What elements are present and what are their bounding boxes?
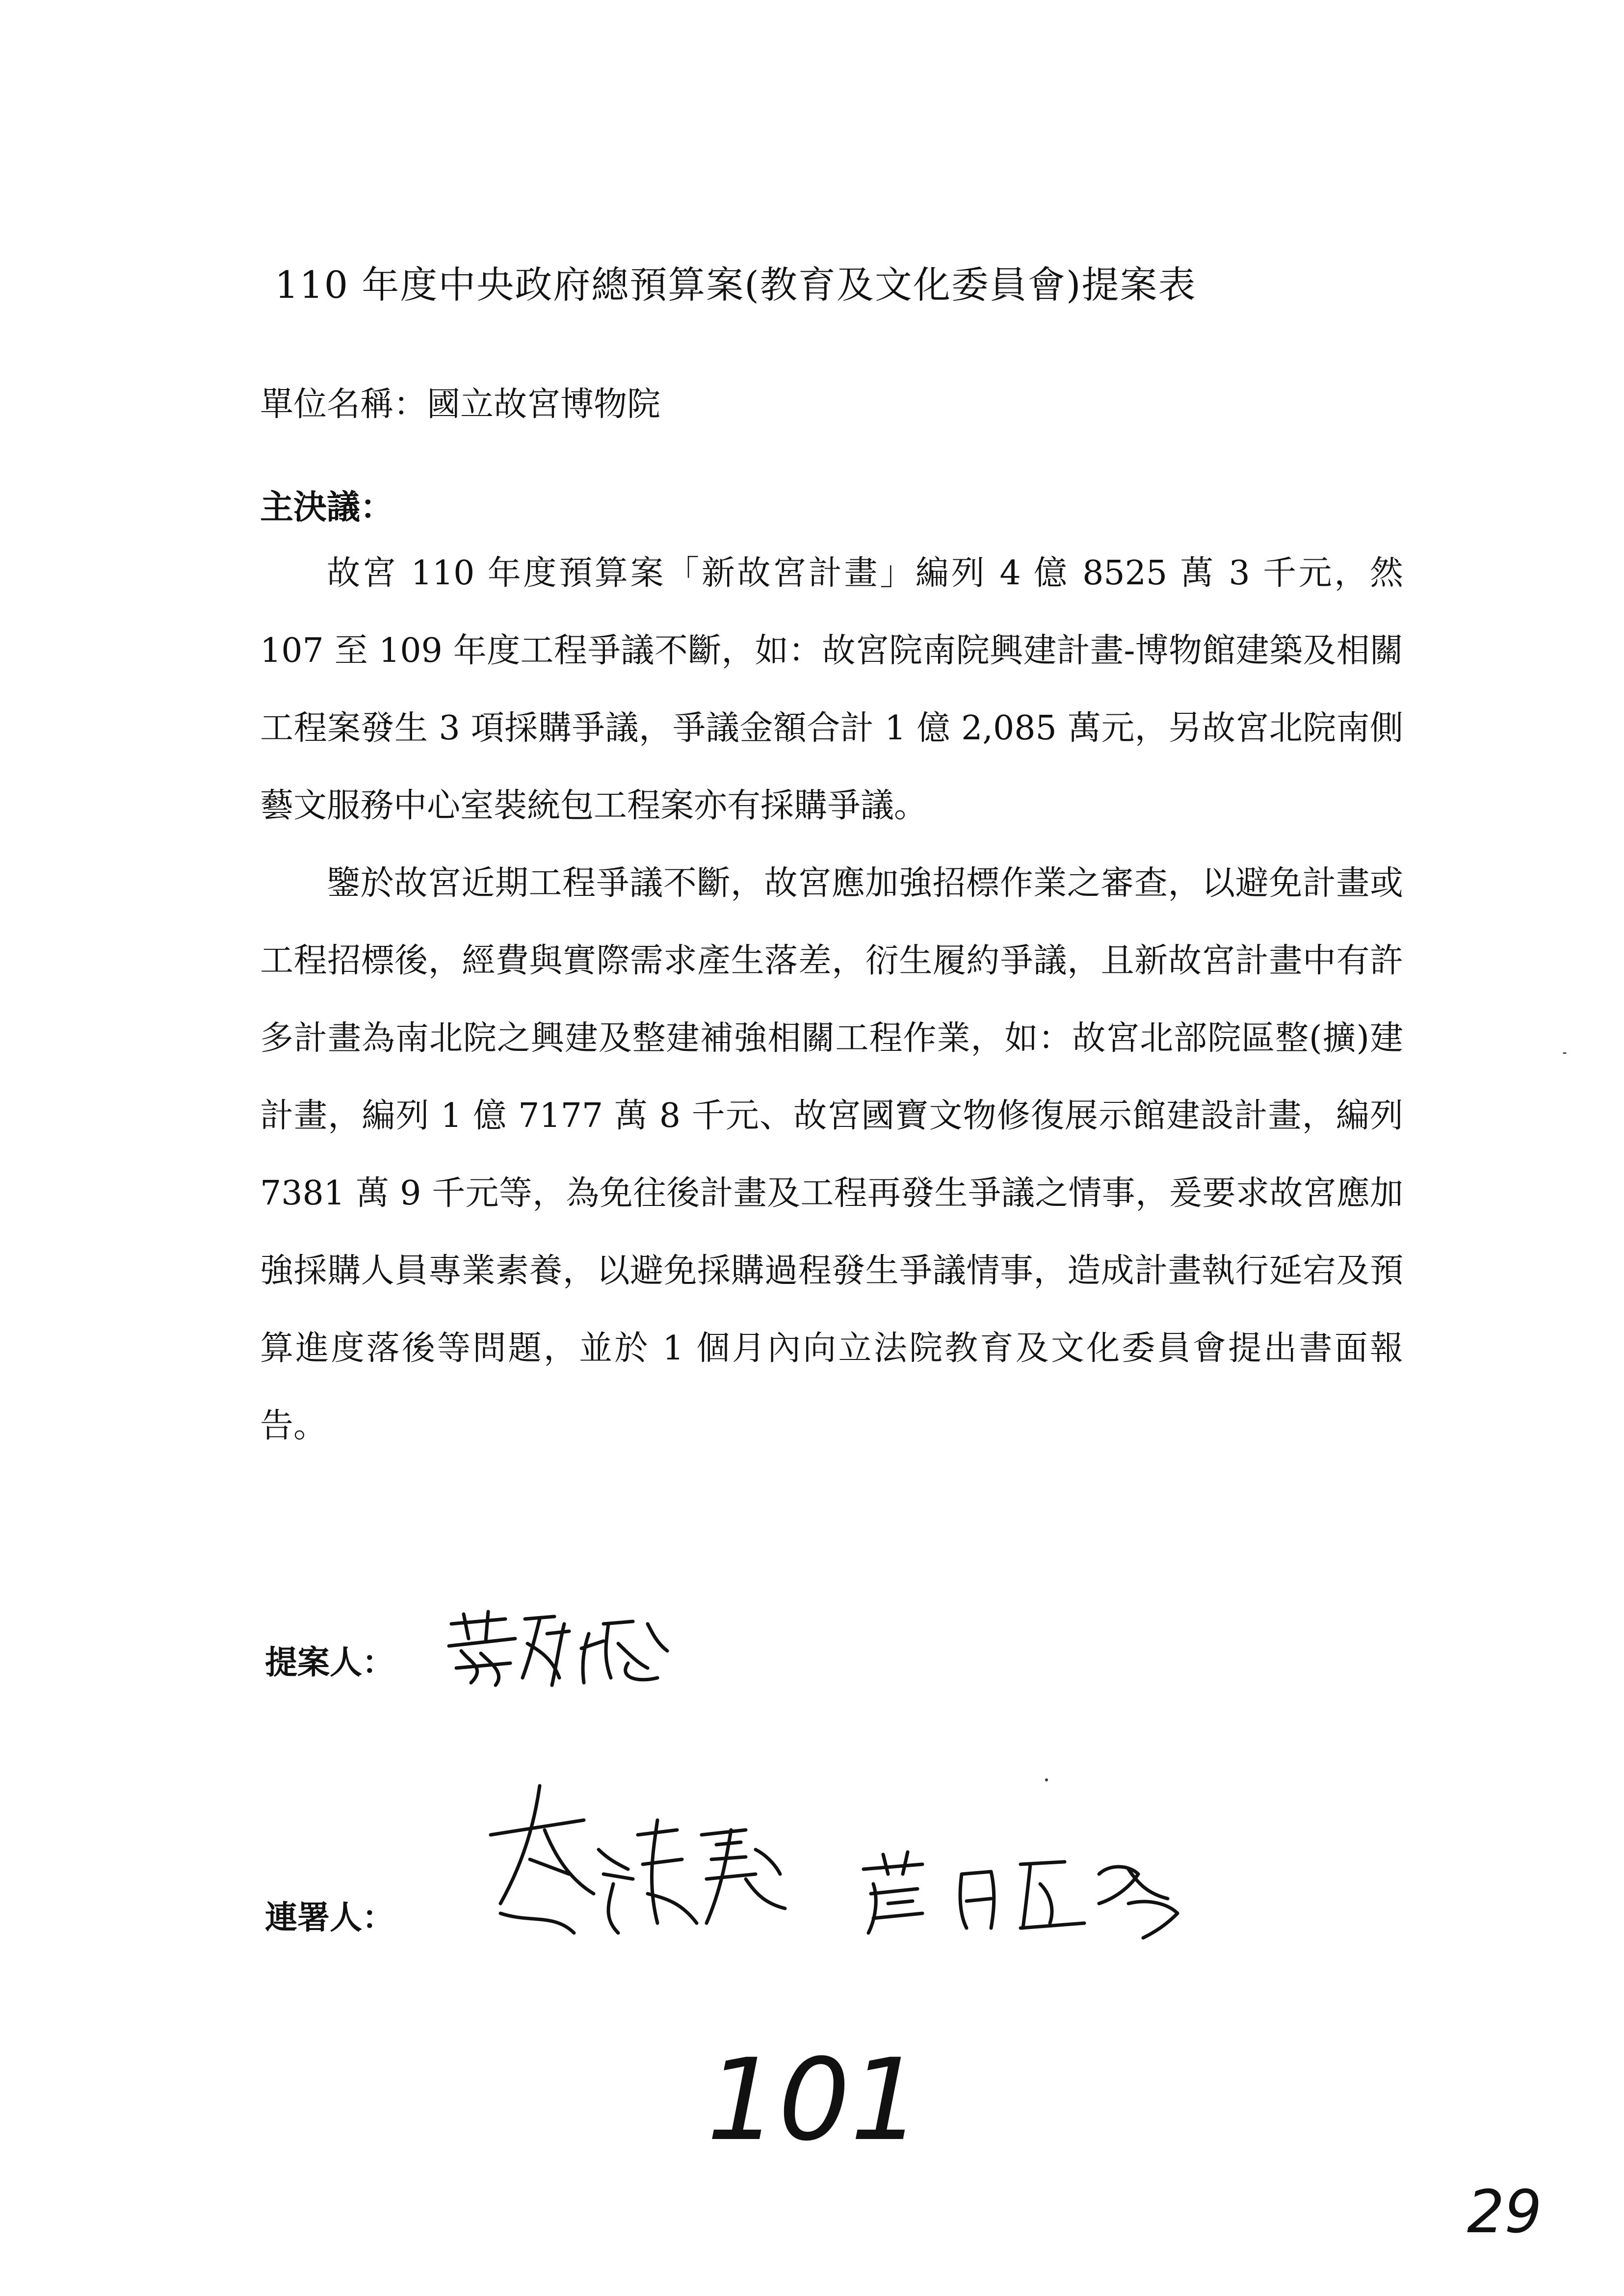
handwritten-number-text: 101 <box>707 2041 922 2166</box>
scan-speck <box>1045 1778 1048 1781</box>
proposer-label: 提案人： <box>265 1643 394 1681</box>
document-title: 110 年度中央政府總預算案(教育及文化委員會)提案表 <box>275 263 1197 307</box>
proposer-signature-icon <box>442 1604 697 1693</box>
resolution-paragraph-1: 故宮 110 年度預算案「新故宮計畫」編列 4 億 8525 萬 3 千元，然 107 至 109 年度工程爭議不斷，如：故宮院南院興建計畫-博物館建築及相關工程案發生 3 項採購爭議，爭議金額合計 1 億 2,085 萬元，另故宮北院南側藝文服務中心室裝統包工程案亦有採購爭議。 <box>260 554 1403 825</box>
cosigner-signature-1-icon <box>471 1776 805 1953</box>
scan-speck <box>1563 1052 1567 1054</box>
page-number-text: 29 <box>1467 2178 1542 2246</box>
main-resolution-label: 主決議： <box>260 488 394 527</box>
page-number <box>1467 2173 1565 2264</box>
cosigner-signature-2-icon <box>854 1845 1227 1943</box>
resolution-body <box>260 535 1403 1465</box>
cosigner-label: 連署人： <box>265 1898 394 1936</box>
unit-name-line: 單位名稱：國立故宮博物院 <box>260 385 661 424</box>
resolution-paragraph-2: 鑒於故宮近期工程爭議不斷，故宮應加強招標作業之審查，以避免計畫或工程招標後，經費與實際需求產生落差，衍生履約爭議，且新故宮計畫中有許多計畫為南北院之興建及整建補強相關工程作業，如：故宮北部院區整(擴)建計畫，編列 1 億 7177 萬 8 千元、故宮國寶文物修復展示館建設計畫，編列 7381 萬 9 千元等，為免往後計畫及工程再發生爭議之情事，爰要求故宮應加強採購人員專業素養，以避免採購過程發生爭議情事，造成計畫執行延宕及預算進度落後等問題，並於 1 個月內向立法院教育及文化委員會提出書面報告。 <box>260 864 1403 1445</box>
handwritten-number <box>707 2041 962 2170</box>
